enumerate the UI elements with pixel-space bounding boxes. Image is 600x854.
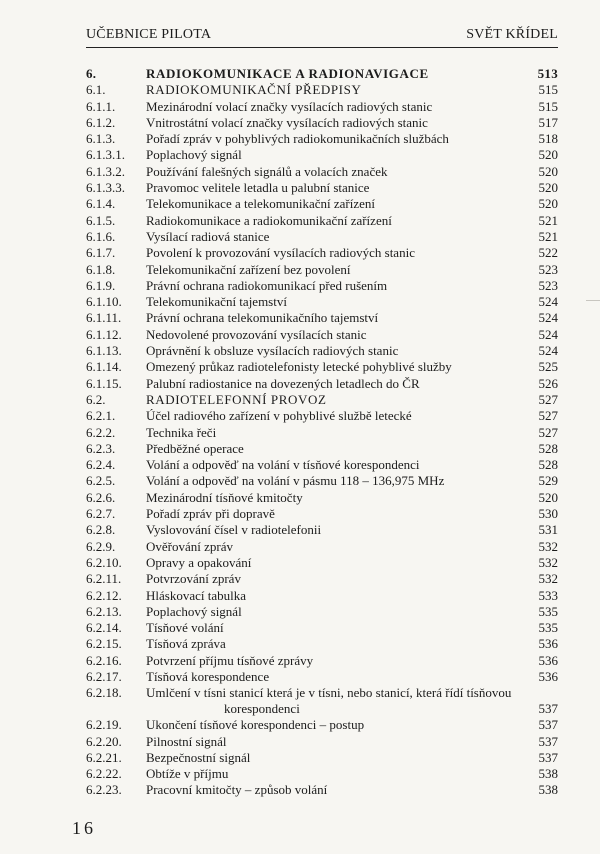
toc-entry-title: Telekomunikační tajemství: [146, 294, 287, 310]
toc-entry-page: 536: [538, 636, 558, 652]
toc-entry-title: RADIOTELEFONNÍ PROVOZ: [146, 391, 327, 407]
toc-entry: [86, 571, 558, 587]
page-edge-mark: [586, 300, 600, 301]
toc-entry-page: 524: [538, 326, 558, 342]
toc-entry-number: 6.2.13.: [86, 603, 122, 619]
toc-entry-page: 535: [538, 603, 558, 619]
toc-entry-page: 536: [538, 652, 558, 668]
toc-entry: [86, 196, 558, 212]
running-header: [86, 27, 558, 48]
toc-entry-number: 6.2.23.: [86, 782, 122, 798]
toc-entry: [86, 294, 558, 310]
toc-entry-title: Používání falešných signálů a volacích značek: [146, 163, 388, 179]
toc-entry-number: 6.1.5.: [86, 212, 116, 228]
toc-entry: [86, 750, 558, 766]
toc-entry-page: 520: [538, 489, 558, 505]
toc-entry-number: 6.1.11.: [86, 310, 122, 326]
toc-entry-number: 6.1.3.3.: [86, 180, 125, 196]
toc-entry-page: 526: [538, 375, 558, 391]
toc-entry-title: Hláskovací tabulka: [146, 587, 246, 603]
toc-entry-number: 6.2.3.: [86, 440, 116, 456]
toc-entry-title: Volání a odpověď na volání v tísňové korespondenci: [146, 457, 420, 473]
toc-entry: [86, 66, 558, 82]
toc-entry: [86, 147, 558, 163]
toc-entry: [86, 734, 558, 750]
toc-entry-number: 6.1.6.: [86, 228, 116, 244]
toc-entry-number: 6.1.9.: [86, 277, 116, 293]
page-number: 16: [72, 818, 96, 838]
toc-entry-title: Tísňová korespondence: [146, 668, 270, 684]
toc-entry-page: 521: [538, 228, 558, 244]
toc-entry-page: 537: [538, 717, 558, 733]
toc-entry-number: 6.2.10.: [86, 554, 122, 570]
toc-entry-title: RADIOKOMUNIKAČNÍ PŘEDPISY: [146, 82, 362, 98]
toc-entry-title: Technika řeči: [146, 424, 217, 440]
toc-entry-number: 6.2.4.: [86, 457, 116, 473]
toc-entry-title: [146, 685, 516, 717]
toc-entry-title: Oprávnění k obsluze vysílacích radiových stanic: [146, 343, 399, 359]
toc-entry: [86, 245, 558, 261]
toc-entry-number: 6.1.12.: [86, 326, 122, 342]
toc-entry: [86, 229, 558, 245]
toc-entry-page: 513: [537, 66, 558, 81]
toc-entry-number: 6.2.12.: [86, 587, 122, 603]
toc-entry-number: 6.2.21.: [86, 749, 122, 765]
toc-entry: [86, 99, 558, 115]
toc-entry: [86, 262, 558, 278]
toc-entry-page: 538: [538, 782, 558, 798]
toc-entry-title: Pořadí zpráv při dopravě: [146, 506, 275, 522]
toc-entry-page: 524: [538, 310, 558, 326]
toc-entry-title: Povolení k provozování vysílacích radiových stanic: [146, 245, 415, 261]
toc-entry-page: 538: [538, 766, 558, 782]
toc-entry-title: Mezinárodní tísňové kmitočty: [146, 489, 303, 505]
toc-entry-title: Pořadí zpráv v pohyblivých radiokomunikačních službách: [146, 131, 449, 147]
toc-entry-page: 524: [538, 294, 558, 310]
toc-entry: [86, 425, 558, 441]
toc-entry: [86, 376, 558, 392]
toc-entry: [86, 473, 558, 489]
toc-entry: [86, 180, 558, 196]
toc-entry-page: 527: [538, 391, 558, 407]
toc-entry-page: 527: [538, 424, 558, 440]
toc-entry-page: 532: [538, 554, 558, 570]
toc-entry-number: 6.2.18.: [86, 685, 122, 701]
toc-entry: [86, 278, 558, 294]
toc-entry: [86, 588, 558, 604]
toc-entry-title: Tísňová zpráva: [146, 636, 226, 652]
toc-entry-number: 6.2.16.: [86, 652, 122, 668]
toc-entry-title: Nedovolené provozování vysílacích stanic: [146, 326, 367, 342]
toc-entry: [86, 457, 558, 473]
toc-entry-title: Opravy a opakování: [146, 554, 252, 570]
toc-entry-title: Vyslovování čísel v radiotelefonii: [146, 522, 322, 538]
toc-entry-title: Telekomunikační zařízení bez povolení: [146, 261, 351, 277]
toc-entry-title: Volání a odpověď na volání v pásmu 118 – 136,975 MHz: [146, 473, 445, 489]
toc-entry: [86, 164, 558, 180]
toc-entry-title: Právní ochrana radiokomunikací před rušením: [146, 277, 388, 293]
toc-entry-title: Pracovní kmitočty – způsob volání: [146, 782, 328, 798]
toc-entry: [86, 441, 558, 457]
toc-entry-title: Poplachový signál: [146, 147, 242, 163]
toc-entry-number: 6.1.15.: [86, 375, 122, 391]
toc-entry-number: 6.2.2.: [86, 424, 116, 440]
toc-entry-number: 6.2.15.: [86, 636, 122, 652]
toc-entry-title: Pravomoc velitele letadla u palubní stanice: [146, 180, 370, 196]
toc-entry-page: 523: [538, 277, 558, 293]
toc-entry-number: 6.1.1.: [86, 98, 116, 114]
toc-entry-page: 523: [538, 261, 558, 277]
toc-entry-page: 517: [538, 114, 558, 130]
toc-entry-title-continuation: korespondenci: [224, 701, 300, 717]
toc-entry-page: 532: [538, 571, 558, 587]
toc-entry-number: 6.2.6.: [86, 489, 116, 505]
toc-entry-number: 6.2.5.: [86, 473, 116, 489]
toc-entry-number: 6.1.3.1.: [86, 147, 125, 163]
toc-entry: [86, 539, 558, 555]
toc-entry-number: 6.2.8.: [86, 522, 116, 538]
toc-entry-title: Ověřování zpráv: [146, 538, 233, 554]
table-of-contents: [86, 66, 558, 799]
toc-entry-page: 522: [538, 245, 558, 261]
toc-entry: [86, 653, 558, 669]
toc-entry-number: 6.2.22.: [86, 766, 122, 782]
toc-entry-title: Potvrzení příjmu tísňové zprávy: [146, 652, 314, 668]
toc-entry-title: Pilnostní signál: [146, 733, 227, 749]
toc-entry-page: 521: [538, 212, 558, 228]
header-left-title: UČEBNICE PILOTA: [86, 27, 212, 42]
toc-entry-number: 6.1.3.: [86, 131, 116, 147]
toc-entry: [86, 669, 558, 685]
toc-entry-title: Potvrzování zpráv: [146, 571, 241, 587]
toc-entry-page: 536: [538, 668, 558, 684]
toc-entry: [86, 327, 558, 343]
toc-entry-number: 6.2.: [86, 391, 106, 407]
toc-entry-title: Tísňové volání: [146, 620, 224, 636]
toc-entry-title: Telekomunikace a telekomunikační zařízení: [146, 196, 376, 212]
toc-entry-number: 6.1.: [86, 82, 106, 98]
toc-entry-title-line: Umlčení v tísni stanicí která je v tísni, nebo stanicí, která řídí tísňovou: [146, 685, 512, 701]
toc-entry-title: Obtíže v příjmu: [146, 766, 229, 782]
toc-entry-title: Účel radiového zařízení v pohyblivé službě letecké: [146, 408, 412, 424]
toc-entry-number: 6.2.11.: [86, 571, 122, 587]
toc-entry-page: 515: [538, 98, 558, 114]
toc-entry: [86, 115, 558, 131]
toc-entry-number: 6.1.7.: [86, 245, 116, 261]
toc-entry: [86, 522, 558, 538]
toc-entry-page: 525: [538, 359, 558, 375]
toc-entry-number: 6.1.3.2.: [86, 163, 125, 179]
toc-entry-number: 6.2.7.: [86, 506, 116, 522]
toc-entry-page: 537: [538, 733, 558, 749]
toc-entry-page: 533: [538, 587, 558, 603]
toc-entry-number: 6.: [86, 66, 97, 81]
toc-entry-number: 6.1.8.: [86, 261, 116, 277]
toc-entry-page: 528: [538, 440, 558, 456]
toc-entry-page: 515: [538, 82, 558, 98]
toc-entry-page: 537: [538, 701, 558, 717]
toc-entry-page: 524: [538, 343, 558, 359]
toc-entry-title: Radiokomunikace a radiokomunikační zařízení: [146, 212, 392, 228]
toc-entry-title: Předběžné operace: [146, 440, 244, 456]
toc-entry-page: 532: [538, 538, 558, 554]
toc-entry-title: Právní ochrana telekomunikačního tajemství: [146, 310, 379, 326]
toc-entry: [86, 685, 558, 717]
toc-entry: [86, 310, 558, 326]
toc-entry: [86, 82, 558, 98]
toc-entry: [86, 343, 558, 359]
toc-entry-page: 520: [538, 180, 558, 196]
toc-entry-number: 6.2.20.: [86, 733, 122, 749]
toc-entry-title: Mezinárodní volací značky vysílacích radiových stanic: [146, 98, 433, 114]
toc-entry-number: 6.1.4.: [86, 196, 116, 212]
toc-entry: [86, 620, 558, 636]
toc-entry-number: 6.2.14.: [86, 620, 122, 636]
toc-entry-page: 537: [538, 749, 558, 765]
toc-entry: [86, 555, 558, 571]
toc-entry-title: Vnitrostátní volací značky vysílacích radiových stanic: [146, 114, 428, 130]
toc-entry-page: 530: [538, 506, 558, 522]
toc-entry-title: Vysílací radiová stanice: [146, 228, 270, 244]
toc-entry: [86, 213, 558, 229]
toc-entry-number: 6.2.1.: [86, 408, 116, 424]
toc-entry-title: RADIOKOMUNIKACE A RADIONAVIGACE: [146, 66, 429, 81]
toc-entry-title: Ukončení tísňové korespondenci – postup: [146, 717, 365, 733]
toc-entry-page: 528: [538, 457, 558, 473]
toc-entry-title: Palubní radiostanice na dovezených letadlech do ČR: [146, 375, 420, 391]
toc-entry-title: Omezený průkaz radiotelefonisty letecké pohyblivé služby: [146, 359, 452, 375]
toc-entry: [86, 392, 558, 408]
toc-entry-number: 6.1.10.: [86, 294, 122, 310]
toc-entry-page: 535: [538, 620, 558, 636]
toc-entry-title: Bezpečnostní signál: [146, 749, 251, 765]
toc-entry-number: 6.1.14.: [86, 359, 122, 375]
toc-entry: [86, 408, 558, 424]
toc-entry-page: 520: [538, 196, 558, 212]
toc-entry: [86, 604, 558, 620]
toc-entry-number: 6.1.2.: [86, 114, 116, 130]
toc-entry-title: Poplachový signál: [146, 603, 242, 619]
toc-entry: [86, 506, 558, 522]
toc-entry: [86, 131, 558, 147]
toc-entry-number: 6.2.17.: [86, 668, 122, 684]
toc-entry: [86, 636, 558, 652]
toc-entry-page: 518: [538, 131, 558, 147]
toc-entry: [86, 766, 558, 782]
toc-entry-page: 527: [538, 408, 558, 424]
toc-entry-page: 520: [538, 147, 558, 163]
toc-entry-number: 6.1.13.: [86, 343, 122, 359]
toc-entry-number: 6.2.9.: [86, 538, 116, 554]
toc-entry-number: 6.2.19.: [86, 717, 122, 733]
toc-entry: [86, 359, 558, 375]
toc-entry-page: 520: [538, 163, 558, 179]
toc-entry: [86, 490, 558, 506]
toc-entry: [86, 717, 558, 733]
toc-entry-page: 529: [538, 473, 558, 489]
toc-entry: [86, 782, 558, 798]
toc-entry-page: 531: [538, 522, 558, 538]
header-right-title: SVĚT KŘÍDEL: [466, 27, 558, 42]
